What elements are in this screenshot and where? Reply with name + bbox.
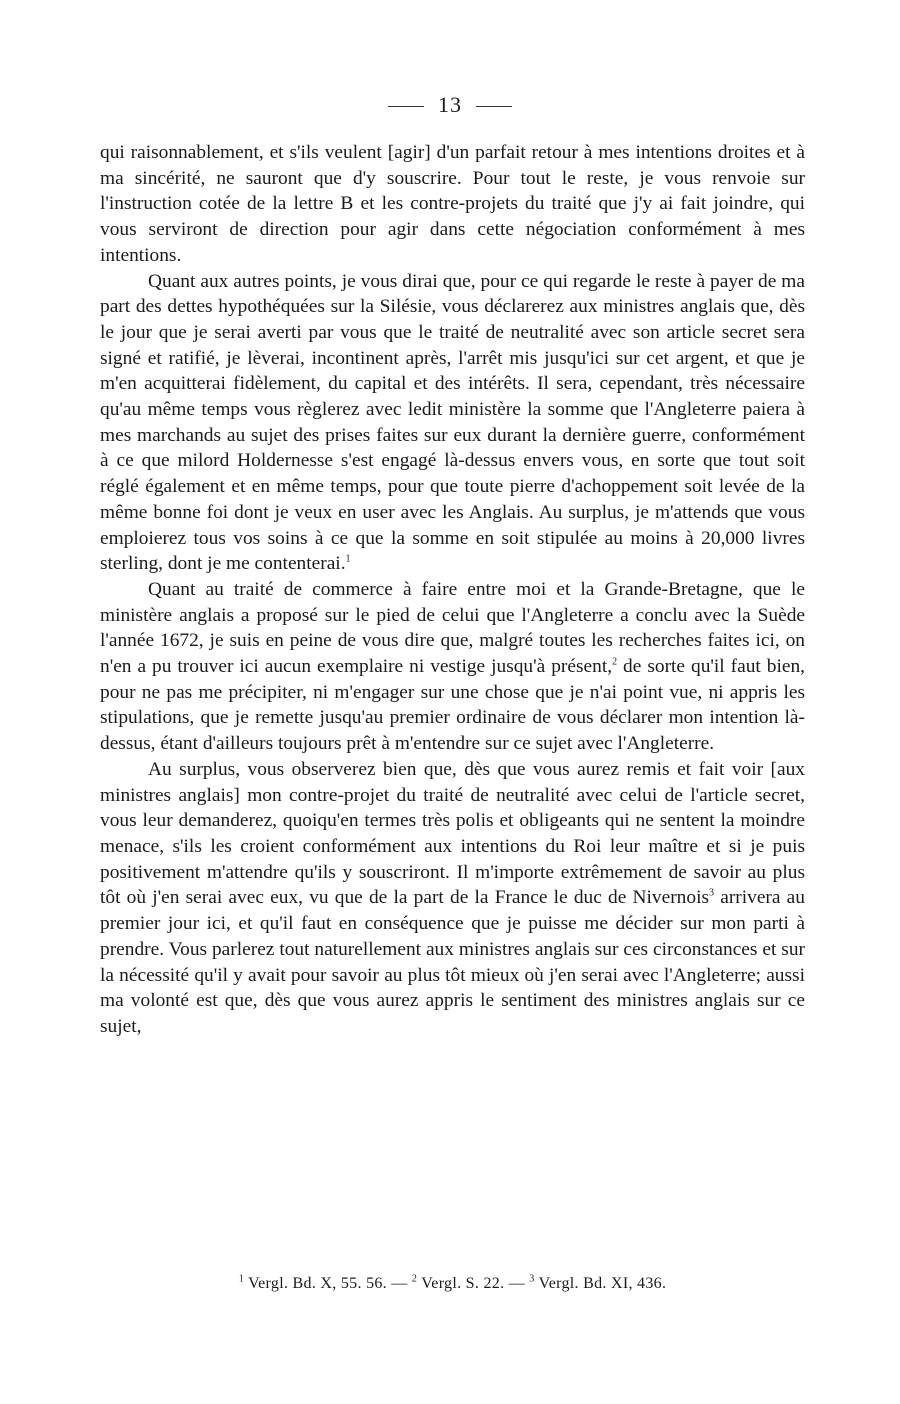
footnote-separator: — — [504, 1275, 530, 1292]
page-header — [0, 90, 900, 120]
footnote-3: $^3$ Vergl. Bd. XI, 436. — [529, 1273, 667, 1292]
paragraph: Quant au traité de commerce à faire entre moi et la Grande-Bretagne, que le ministère anglais a proposé sur le pied de celui que l'Angleterre a conclu avec la Suède l'année 1672, je suis en peine de vous dire que, malgré toutes les recherches faites ici, on n'en a pu trouver ici aucun exemplaire ni vestige jusqu'à présent,$^2$ de sorte qu'il faut bien, pour ne pas me précipiter, ni m'engager sur une chose que je n'ai point vue, ni appris les stipulations, que je remette jusqu'au premier ordinaire de vous déclarer mon intention là-dessus, étant d'ailleurs toujours prêt à m'entendre sur ce sujet avec l'Angleterre. — [100, 578, 805, 755]
footnote-marker: 1 — [345, 553, 351, 565]
footnote-marker: 3 — [709, 887, 715, 899]
paragraph: qui raisonnablement, et s'ils veulent [agir] d'un parfait retour à mes intentions droites et à ma sincérité, ne sauront que d'y souscrire. Pour tout le reste, je vous renvoie sur l'instruction cotée de la lettre B et les contre-projets du traité que j'y ai fait joindre, qui vous serviront de direction pour agir dans cette négociation conformément à mes intentions. — [100, 142, 805, 266]
footnote-separator: — — [386, 1275, 412, 1292]
footnote-1: $^1$ Vergl. Bd. X, 55. 56. — [238, 1273, 387, 1292]
page-number: 13 — [438, 92, 462, 117]
header-rule-right — [476, 106, 512, 107]
footnote-2: $^2$ Vergl. S. 22. — [411, 1273, 505, 1292]
footnotes — [100, 1273, 805, 1295]
body-text — [100, 140, 805, 1040]
paragraph: Quant aux autres points, je vous dirai que, pour ce qui regarde le reste à payer de ma part des dettes hypothéquées sur la Silésie, vous déclarerez aux ministres anglais que, dès le jour que je serai averti par vous que le traité de neutralité avec son article secret sera signé et ratifié, je lèverai, incontinent après, l'arrêt mis jusqu'ici sur cet argent, et que je m'en acquitterai fidèlement, du capital et des intérêts. Il sera, cependant, très nécessaire qu'au même temps vous règlerez avec ledit ministère la somme que l'Angleterre paiera à mes marchands au sujet des prises faites sur eux durant la dernière guerre, conformément à ce que milord Holdernesse s'est engagé là-dessus envers vous, en sorte que tout soit réglé également et en même temps, pour que toute pierre d'achoppement soit levée de la même bonne foi dont je veux en user avec les Anglais. Au surplus, je m'attends que vous emploierez tous vos soins à ce que la somme en soit stipulée au moins à 20,000 livres sterling, dont je me contenterai.$^1$ — [100, 270, 805, 575]
footnote-marker: 2 — [612, 656, 618, 668]
paragraph: Au surplus, vous observerez bien que, dès que vous aurez remis et fait voir [aux ministres anglais] mon contre-projet du traité de neutralité avec celui de l'article secret, vous leur demanderez, quoiqu'en termes très polis et obligeants qui ne sentent la moindre menace, s'ils les croient conformément aux intentions du Roi leur maître et si je puis positivement m'attendre qu'ils y souscriront. Il m'importe extrêmement de savoir au plus tôt où j'en serai avec eux, vu que de la part de la France le duc de Nivernois$^3$ arrivera au premier jour ici, et qu'il faut en conséquence que je puisse me décider sur mon parti à prendre. Vous parlerez tout naturellement aux ministres anglais sur ces circonstances et sur la nécessité qu'il y avait pour savoir au plus tôt mieux où j'en serai avec l'Angleterre; aussi ma volonté est que, dès que vous aurez appris le sentiment des ministres anglais sur ce sujet, — [100, 758, 805, 1037]
header-rule-left — [388, 106, 424, 107]
